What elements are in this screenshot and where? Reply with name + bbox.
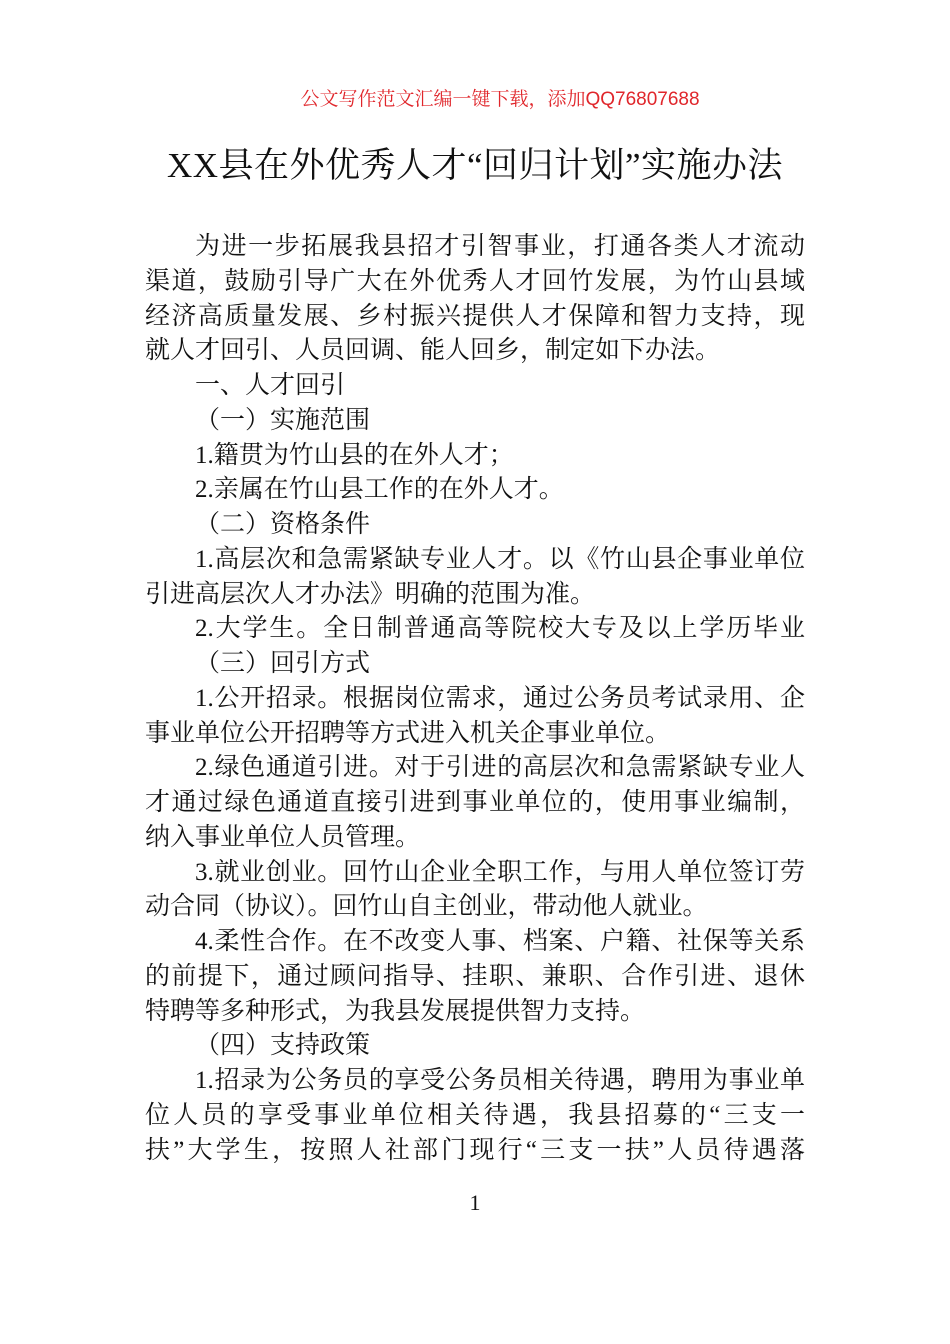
text-line: 1.高层次和急需紧缺专业人才。以《竹山县企事业单位 (195, 545, 805, 573)
text-line: 3.就业创业。回竹山企业全职工作，与用人单位签订劳 (195, 858, 805, 886)
text-line: 渠道，鼓励引导广大在外优秀人才回竹发展，为竹山县域 (145, 267, 805, 295)
document-title: XX县在外优秀人才“回归计划”实施办法 (166, 146, 784, 185)
text-line: 1.公开招录。根据岗位需求，通过公务员考试录用、企 (195, 684, 805, 712)
text-line: 2.大学生。全日制普通高等院校大专及以上学历毕业 (195, 615, 805, 643)
text-line: 就人才回引、人员回调、能人回乡，制定如下办法。 (145, 337, 721, 365)
text-line: 为进一步拓展我县招才引智事业，打通各类人才流动 (195, 233, 805, 260)
download-watermark: 公文写作范文汇编一键下载，添加QQ76807688 (300, 89, 700, 110)
text-line: 1.籍贯为竹山县的在外人才； (195, 441, 514, 469)
text-line: 引进高层次人才办法》明确的范围为准。 (145, 580, 596, 608)
text-line: 纳入事业单位人员管理。 (145, 823, 421, 851)
text-line: （一）实施范围 (195, 406, 371, 434)
text-line: （二）资格条件 (195, 511, 371, 538)
text-line: 2.绿色通道引进。对于引进的高层次和急需紧缺专业人 (195, 754, 805, 782)
text-line: 才通过绿色通道直接引进到事业单位的，使用事业编制， (145, 789, 805, 816)
text-line: （四）支持政策 (195, 1032, 371, 1060)
text-line: 扶”大学生，按照人社部门现行“三支一扶”人员待遇落 (145, 1136, 805, 1164)
text-line: 2.亲属在竹山县工作的在外人才。 (195, 476, 564, 504)
page-number: 1 (469, 1190, 481, 1215)
text-line: 一、人才回引 (195, 372, 346, 399)
text-line: （三）回引方式 (195, 650, 371, 677)
text-line: 事业单位公开招聘等方式进入机关企事业单位。 (145, 719, 671, 747)
text-line: 的前提下，通过顾问指导、挂职、兼职、合作引进、退休 (145, 962, 805, 990)
text-line: 特聘等多种形式，为我县发展提供智力支持。 (145, 997, 646, 1025)
text-line: 动合同（协议）。回竹山自主创业，带动他人就业。 (145, 893, 708, 921)
text-line: 经济高质量发展、乡村振兴提供人才保障和智力支持，现 (145, 302, 805, 330)
text-line: 4.柔性合作。在不改变人事、档案、户籍、社保等关系 (195, 928, 805, 955)
text-line: 1.招录为公务员的享受公务员相关待遇，聘用为事业单 (195, 1067, 805, 1094)
document-body (145, 230, 805, 1168)
text-line: 位人员的享受事业单位相关待遇，我县招募的“三支一 (145, 1101, 805, 1129)
